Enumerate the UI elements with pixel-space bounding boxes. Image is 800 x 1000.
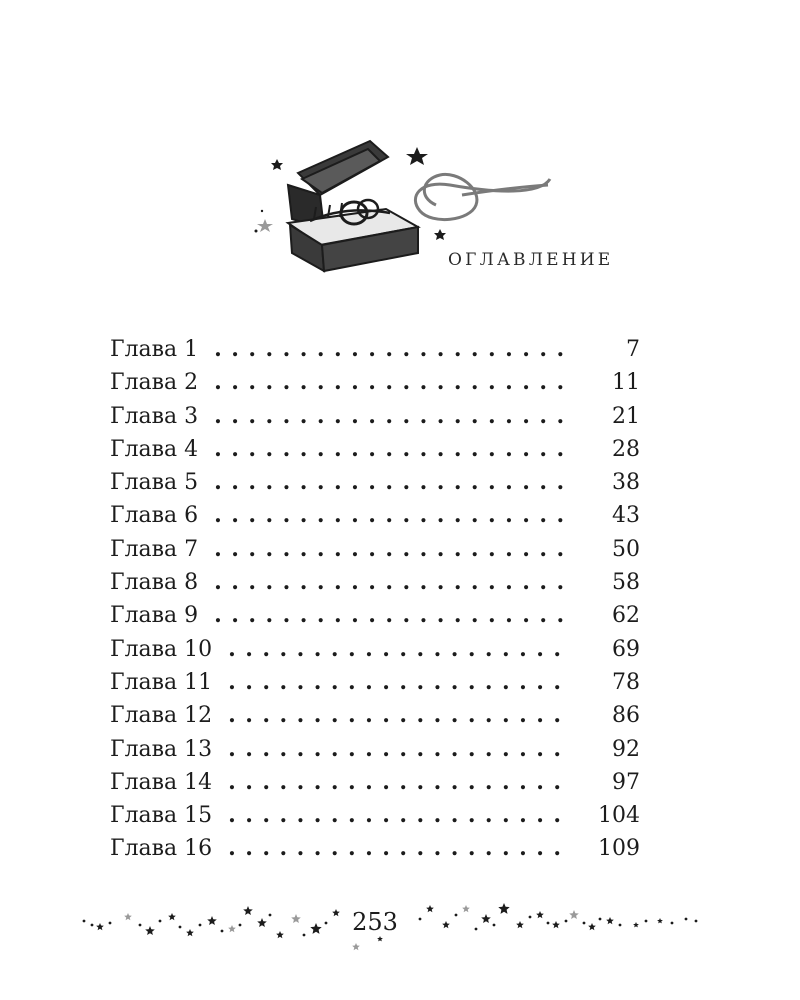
toc-entry-page: 11 bbox=[612, 370, 640, 396]
toc-entry-label: Глава 8 bbox=[110, 570, 199, 596]
dot bbox=[255, 230, 258, 233]
ring-box-icon bbox=[288, 141, 418, 271]
toc-entry bbox=[110, 333, 640, 366]
toc-entry-label: Глава 1 bbox=[110, 337, 199, 362]
toc-entry bbox=[110, 400, 640, 433]
dot bbox=[261, 210, 263, 212]
toc-entry-page: 58 bbox=[612, 570, 640, 596]
dot-leader bbox=[228, 699, 568, 732]
toc-entry bbox=[110, 599, 640, 632]
toc-entry-page: 28 bbox=[612, 436, 640, 462]
dot-leader bbox=[214, 433, 568, 466]
dot-leader bbox=[214, 499, 568, 532]
page-title: ОГЛАВЛЕНИЕ bbox=[448, 250, 614, 270]
toc-entry-label: Глава 11 bbox=[110, 669, 213, 695]
toc-entry bbox=[110, 733, 640, 766]
dot-leader bbox=[228, 766, 568, 799]
toc-entry-page: 92 bbox=[612, 736, 640, 762]
toc-entry bbox=[110, 433, 640, 466]
toc-entry-page: 62 bbox=[612, 603, 640, 629]
table-of-contents bbox=[110, 333, 640, 866]
toc-entry-page: 7 bbox=[626, 337, 640, 362]
toc-entry-page: 78 bbox=[612, 669, 640, 695]
page-number: 253 bbox=[352, 908, 398, 936]
dot-leader bbox=[214, 599, 568, 632]
toc-entry-label: Глава 12 bbox=[110, 703, 213, 729]
toc-entry-page: 21 bbox=[612, 403, 640, 429]
toc-entry-page: 69 bbox=[612, 636, 640, 662]
toc-entry-label: Глава 16 bbox=[110, 836, 213, 862]
star-icon bbox=[257, 219, 273, 232]
dot-leader bbox=[228, 633, 568, 666]
toc-entry bbox=[110, 533, 640, 566]
toc-entry bbox=[110, 766, 640, 799]
dot-leader bbox=[214, 333, 568, 366]
star-icon bbox=[434, 229, 446, 240]
star-icon bbox=[406, 147, 428, 165]
toc-entry bbox=[110, 832, 640, 865]
toc-entry bbox=[110, 566, 640, 599]
toc-entry-label: Глава 4 bbox=[110, 436, 199, 462]
toc-entry-label: Глава 14 bbox=[110, 769, 213, 795]
toc-entry-page: 50 bbox=[612, 536, 640, 562]
dot-leader bbox=[214, 400, 568, 433]
toc-entry-page: 86 bbox=[612, 703, 640, 729]
star-icon bbox=[271, 159, 283, 170]
toc-entry-page: 97 bbox=[612, 769, 640, 795]
dot-leader bbox=[228, 832, 568, 865]
dot-leader bbox=[228, 799, 568, 832]
dot-leader bbox=[214, 466, 568, 499]
toc-entry-label: Глава 3 bbox=[110, 403, 199, 429]
toc-entry-label: Глава 9 bbox=[110, 603, 199, 629]
star-icon bbox=[352, 943, 360, 950]
toc-entry-label: Глава 6 bbox=[110, 503, 199, 529]
toc-entry-label: Глава 2 bbox=[110, 370, 199, 396]
toc-entry-page: 109 bbox=[598, 836, 640, 862]
dot-leader bbox=[228, 666, 568, 699]
toc-entry-page: 104 bbox=[598, 803, 640, 829]
star-icon bbox=[377, 936, 383, 941]
toc-entry bbox=[110, 799, 640, 832]
dot-leader bbox=[214, 533, 568, 566]
toc-entry bbox=[110, 499, 640, 532]
toc-entry-label: Глава 7 bbox=[110, 536, 199, 562]
dot-leader bbox=[214, 366, 568, 399]
toc-entry bbox=[110, 466, 640, 499]
toc-entry bbox=[110, 633, 640, 666]
toc-entry bbox=[110, 666, 640, 699]
toc-entry bbox=[110, 366, 640, 399]
dot-leader bbox=[228, 733, 568, 766]
toc-entry-label: Глава 15 bbox=[110, 803, 213, 829]
toc-entry bbox=[110, 699, 640, 732]
toc-entry-label: Глава 13 bbox=[110, 736, 213, 762]
toc-entry-label: Глава 10 bbox=[110, 636, 213, 662]
toc-entry-page: 38 bbox=[612, 470, 640, 496]
toc-entry-page: 43 bbox=[612, 503, 640, 529]
flourish-icon bbox=[415, 174, 550, 219]
toc-entry-label: Глава 5 bbox=[110, 470, 199, 496]
dot-leader bbox=[214, 566, 568, 599]
